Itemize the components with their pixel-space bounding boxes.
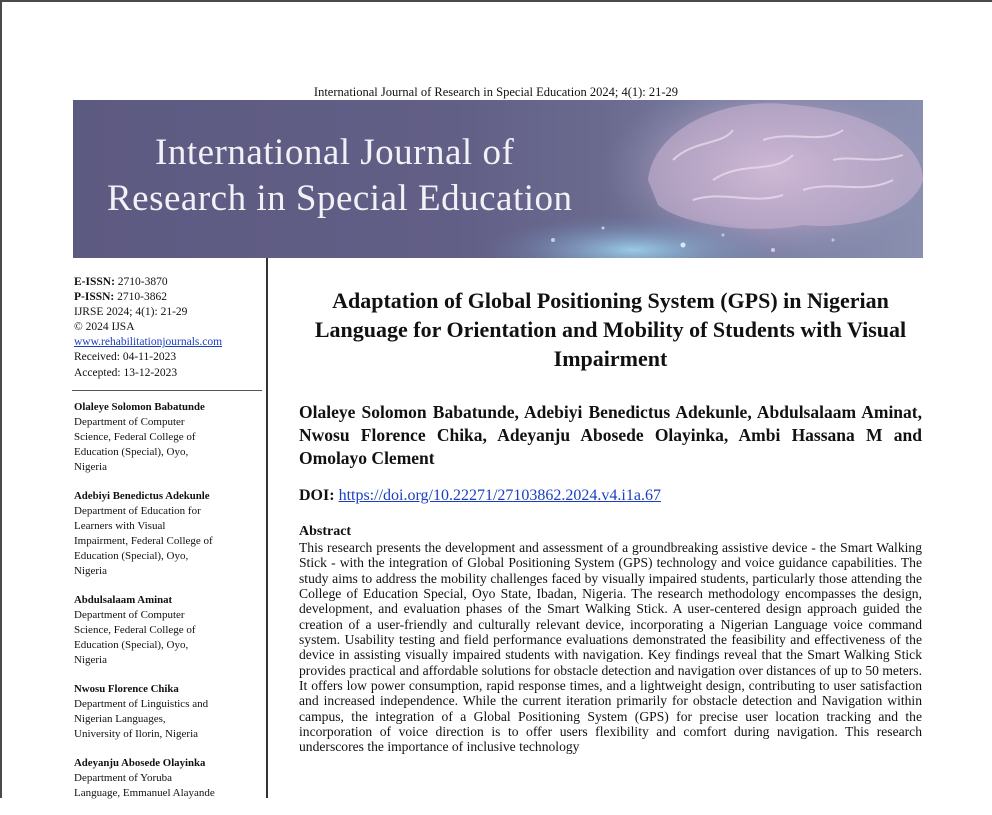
- affiliation-text: Department of Computer Science, Federal College of Education (Special), Oyo, Nigeria: [74, 608, 196, 666]
- running-header: International Journal of Research in Special Education 2024; 4(1): 21-29: [313, 85, 679, 99]
- affiliation-block: [74, 682, 254, 742]
- doi-link[interactable]: https://doi.org/10.22271/27103862.2024.v4.i1a.67: [338, 487, 661, 504]
- affiliation-block: [74, 593, 254, 668]
- page-border-left: [0, 0, 2, 798]
- sidebar: [74, 275, 254, 815]
- abstract-heading: Abstract: [299, 524, 352, 539]
- banner-title-line1: International Journal of: [155, 132, 515, 173]
- journal-banner: [73, 100, 923, 258]
- pissn-label: P-ISSN:: [74, 291, 115, 304]
- article-main: [299, 286, 922, 755]
- affiliation-author-name: Adeyanju Abosede Olayinka: [74, 756, 206, 769]
- pissn-line: [74, 290, 254, 305]
- affiliation-author-name: Nwosu Florence Chika: [74, 682, 179, 695]
- affiliation-author-name: Olaleye Solomon Babatunde: [74, 400, 205, 413]
- affiliation-block: [74, 489, 254, 579]
- page-border-top: [0, 0, 992, 2]
- affiliation-text: Department of Education for Learners with Visual Impairment, Federal College of Education (Special), Oyo, Nigeria: [74, 504, 213, 577]
- affiliation-text: Department of Linguistics and Nigerian Languages, University of Ilorin, Nigeria: [74, 697, 209, 740]
- column-divider: [266, 258, 268, 798]
- received-date: Received: 04-11-2023: [74, 351, 177, 364]
- website-link[interactable]: www.rehabilitationjournals.com: [74, 336, 223, 349]
- sidebar-separator: [72, 390, 262, 391]
- article-authors: Olaleye Solomon Babatunde, Adebiyi Benedictus Adekunle, Abdulsalaam Aminat, Nwosu Florence Chika, Adeyanju Abosede Olayinka, Ambi Hassana M and Omolayo Clement: [299, 402, 922, 468]
- abstract-text: This research presents the development and assessment of a groundbreaking assistive device - the Smart Walking Stick - with the integration of Global Positioning System (GPS) technology and voice guidance capabilities. The study aims to address the mobility challenges faced by visually impaired students, particularly those attending the College of Education Special, Oyo State, Ibadan, Nigeria. The research methodology encompasses the design, development, and evaluation phases of the Smart Walking Stick. A user-centered design approach guided the creation of a user-friendly and culturally relevant device, incorporating a Nigerian Language voice command system. Usability testing and field performance evaluations demonstrated the feasibility and effectiveness of the device in assisting visually impaired students with navigation. Key findings reveal that the Smart Walking Stick provides practical and affordable solutions for obstacle detection and navigation over distances of up to 50 meters. It offers low power consumption, rapid response times, and a lightweight design, contributing to user satisfaction and increased independence. While the current iteration primarily for obstacle detection and Navigation within campus, the integration of a Global Positioning System (GPS) for precise user location tracking and the incorporation of voice direction is to offer users flexibility and comfort during navigation. This research underscores the importance of inclusive technology: [299, 540, 922, 755]
- affiliation-author-name: Abdulsalaam Aminat: [74, 593, 173, 606]
- pissn-value: 2710-3862: [117, 291, 167, 304]
- citation-line: IJRSE 2024; 4(1): 21-29: [74, 306, 188, 319]
- affiliation-block: [74, 756, 254, 801]
- banner-title-line2: Research in Special Education: [107, 178, 573, 219]
- doi-line: [299, 487, 922, 505]
- banner-title: [107, 130, 573, 222]
- copyright-line: © 2024 IJSA: [74, 321, 135, 334]
- eissn-value: 2710-3870: [117, 276, 168, 288]
- affiliation-block: [74, 400, 254, 475]
- affiliation-text: Department of Yoruba Language, Emmanuel Alayande: [74, 771, 215, 799]
- affiliation-author-name: Adebiyi Benedictus Adekunle: [74, 489, 210, 502]
- doi-label: DOI:: [299, 487, 335, 504]
- article-title: Adaptation of Global Positioning System (GPS) in Nigerian Language for Orientation and Mobility of Students with Visual Impairment: [314, 288, 907, 371]
- eissn-label: E-ISSN:: [74, 276, 115, 288]
- eissn-line: [74, 275, 254, 290]
- accepted-date: Accepted: 13-12-2023: [74, 366, 178, 379]
- affiliation-text: Department of Computer Science, Federal College of Education (Special), Oyo, Nigeria: [74, 415, 196, 473]
